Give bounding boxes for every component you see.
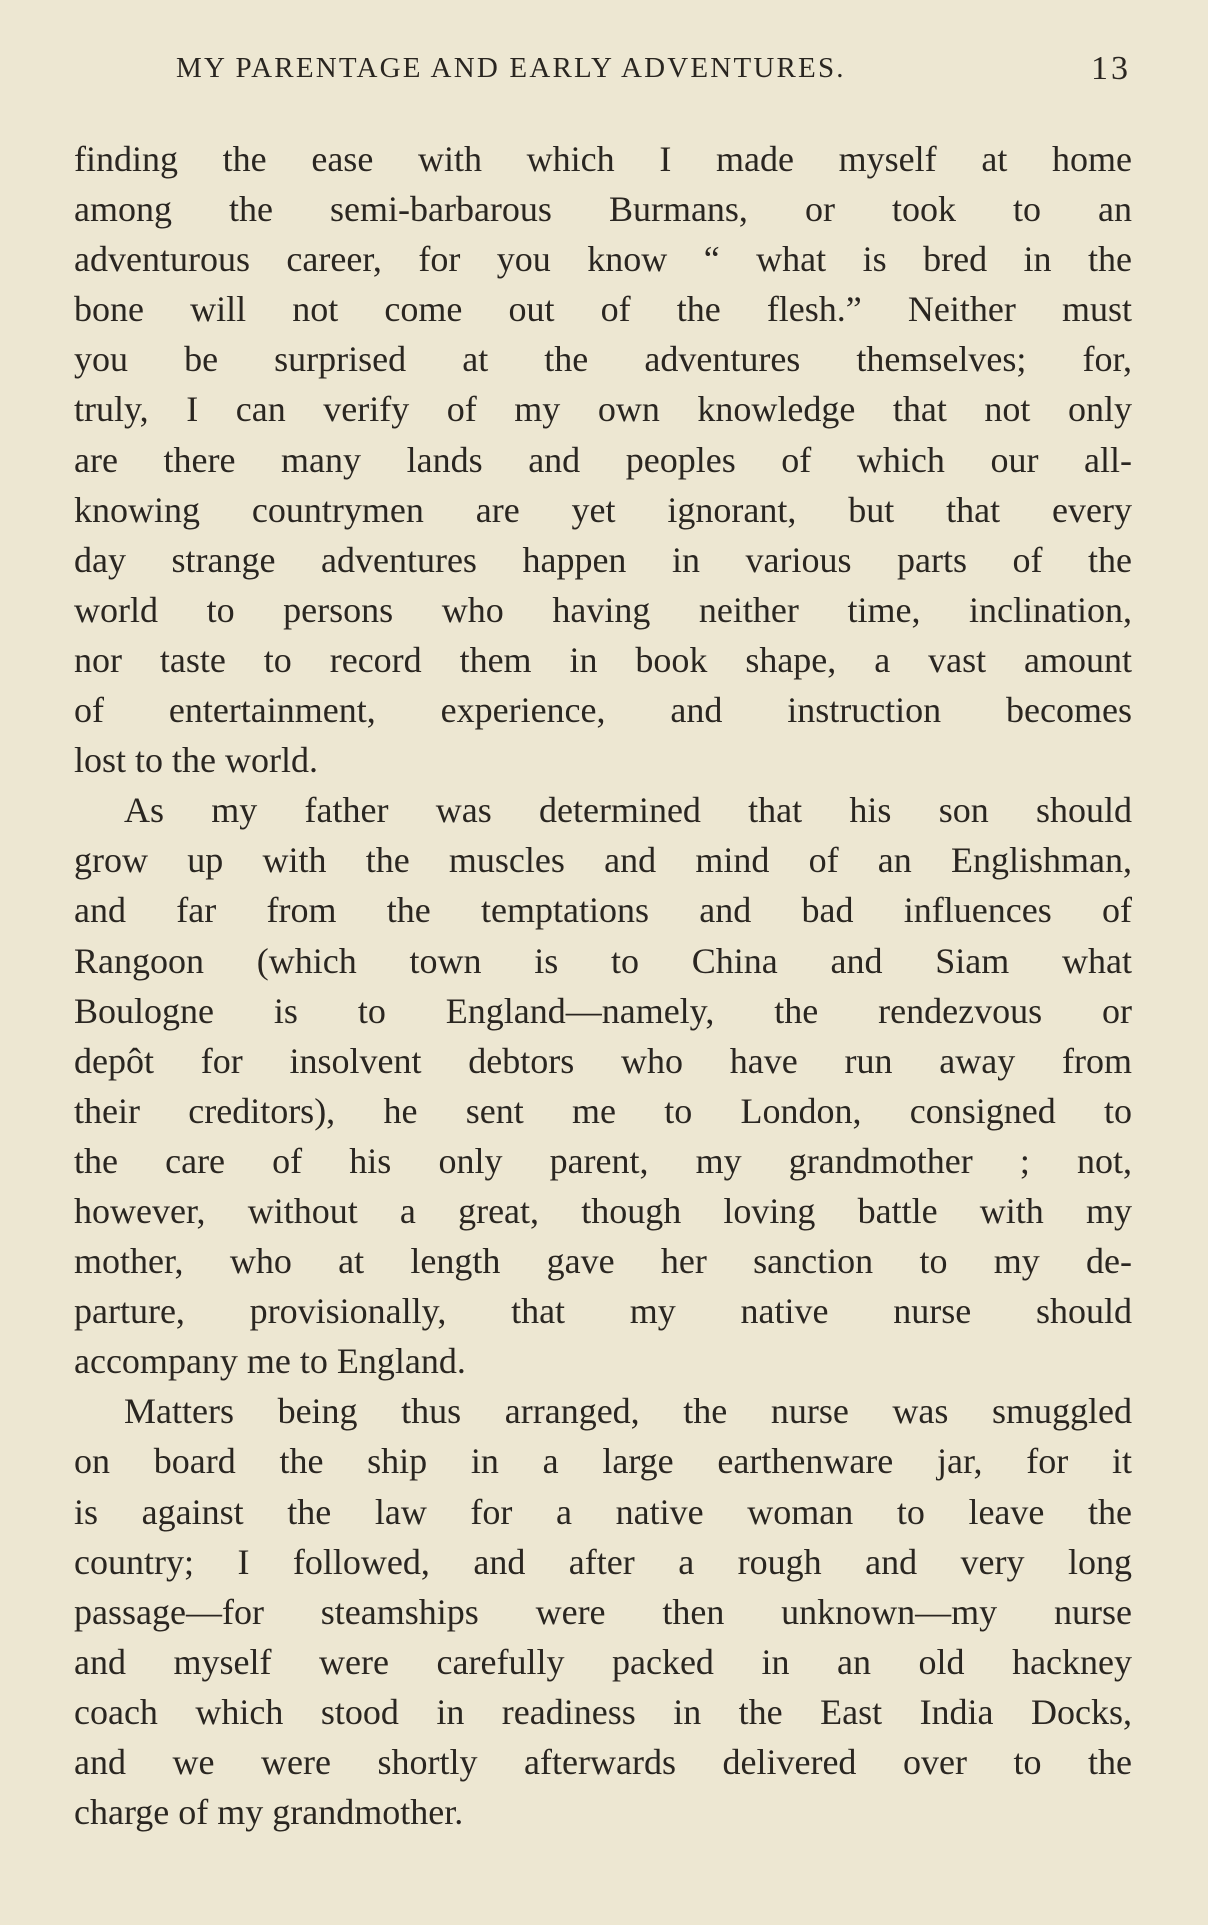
text-line: Matters being thus arranged, the nurse was smuggled <box>124 1391 1132 1432</box>
text-line: accompany me to England. <box>74 1341 466 1382</box>
text-line: of entertainment, experience, and instruction becomes <box>74 690 1132 731</box>
text-line: are there many lands and peoples of which our all- <box>74 439 1132 480</box>
running-head-title: MY PARENTAGE AND EARLY ADVENTURES. <box>176 52 846 84</box>
text-line: As my father was determined that his son should <box>124 790 1132 831</box>
paragraph <box>74 1386 1132 1837</box>
text-line: Boulogne is to England—namely, the rendezvous or <box>74 990 1132 1031</box>
text-line: however, without a great, though loving battle with my <box>74 1190 1132 1231</box>
text-line: coach which stood in readiness in the East India Docks, <box>74 1691 1132 1732</box>
text-line: adventurous career, for you know “ what is bred in the <box>74 239 1132 280</box>
text-line: the care of his only parent, my grandmother ; not, <box>74 1140 1132 1181</box>
text-line: finding the ease with which I made myself at home <box>74 139 1132 179</box>
text-line: truly, I can verify of my own knowledge that not only <box>74 389 1132 430</box>
body-text <box>74 134 1132 1837</box>
text-line: among the semi-barbarous Burmans, or took to an <box>74 189 1132 230</box>
text-line: day strange adventures happen in various parts of the <box>74 539 1132 580</box>
text-line: knowing countrymen are yet ignorant, but that every <box>74 489 1132 530</box>
text-line: their creditors), he sent me to London, consigned to <box>74 1090 1132 1131</box>
text-line: Rangoon (which town is to China and Siam what <box>74 940 1132 981</box>
running-head <box>176 52 1131 92</box>
text-line: passage—for steamships were then unknown—my nurse <box>74 1591 1132 1632</box>
text-line: on board the ship in a large earthenware jar, for it <box>74 1441 1132 1482</box>
text-line: nor taste to record them in book shape, a vast amount <box>74 639 1132 680</box>
text-line: and far from the temptations and bad influences of <box>74 890 1132 931</box>
paragraph <box>74 785 1132 1386</box>
text-line: world to persons who having neither time, inclination, <box>74 589 1132 630</box>
text-line: bone will not come out of the flesh.” Neither must <box>74 289 1132 330</box>
text-line: lost to the world. <box>74 740 318 781</box>
text-line: charge of my grandmother. <box>74 1792 464 1833</box>
text-line: parture, provisionally, that my native nurse should <box>74 1291 1132 1332</box>
text-line: you be surprised at the adventures themselves; for, <box>74 339 1132 380</box>
text-line: grow up with the muscles and mind of an Englishman, <box>74 840 1132 881</box>
text-line: and we were shortly afterwards delivered over to the <box>74 1742 1132 1782</box>
paragraph <box>74 134 1132 785</box>
text-line: depôt for insolvent debtors who have run away from <box>74 1040 1132 1081</box>
text-line: is against the law for a native woman to leave the <box>74 1491 1132 1532</box>
text-line: and myself were carefully packed in an old hackney <box>74 1641 1132 1682</box>
text-line: country; I followed, and after a rough and very long <box>74 1541 1132 1582</box>
text-line: mother, who at length gave her sanction to my de- <box>74 1241 1132 1282</box>
page-number: 13 <box>1091 50 1131 87</box>
